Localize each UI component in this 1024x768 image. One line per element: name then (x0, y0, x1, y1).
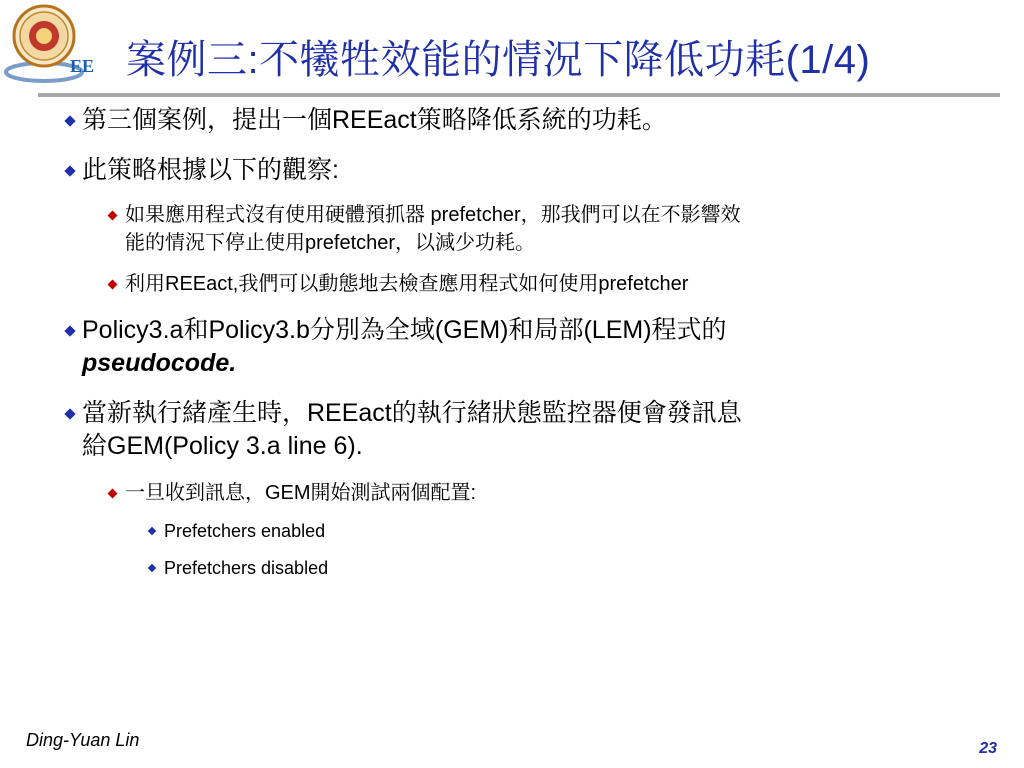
page-number: 23 (979, 740, 997, 757)
diamond-bullet-icon (64, 325, 75, 336)
title-divider (38, 93, 1000, 97)
diamond-bullet-icon (64, 408, 75, 419)
ee-logo (4, 2, 100, 90)
diamond-bullet-icon (108, 280, 118, 290)
footer-author: Ding-Yuan Lin (26, 730, 140, 750)
slide-title: 案例三:不犧牲效能的情況下降低功耗(1/4) (126, 38, 871, 82)
list-item: 此策略根據以下的觀察: (62, 154, 339, 187)
list-item: 第三個案例，提出一個REEact策略降低系統的功耗。 (62, 104, 667, 137)
diamond-bullet-icon (108, 211, 118, 221)
diamond-bullet-icon (108, 489, 118, 499)
diamond-bullet-icon (148, 564, 156, 572)
list-item: Prefetchers enabled (146, 518, 325, 544)
list-item: 一旦收到訊息，GEM開始測試兩個配置: (106, 479, 476, 507)
list-item: Prefetchers disabled (146, 555, 328, 581)
list-item: 如果應用程式沒有使用硬體預抓器 prefetcher，那我們可以在不影響效 能的情況下停止使用prefetcher，以減少功耗。 (106, 201, 741, 257)
list-item: 利用REEact,我們可以動態地去檢查應用程式如何使用prefetcher (106, 270, 688, 298)
svg-text:EE: EE (70, 56, 95, 76)
list-item: Policy3.a和Policy3.b分別為全域(GEM)和局部(LEM)程式的 pseudocode. (62, 314, 727, 380)
diamond-bullet-icon (64, 115, 75, 126)
list-item: 當新執行緒產生時，REEact的執行緒狀態監控器便會發訊息 給GEM(Policy 3.a line 6). (62, 397, 742, 463)
diamond-bullet-icon (64, 165, 75, 176)
diamond-bullet-icon (148, 527, 156, 535)
